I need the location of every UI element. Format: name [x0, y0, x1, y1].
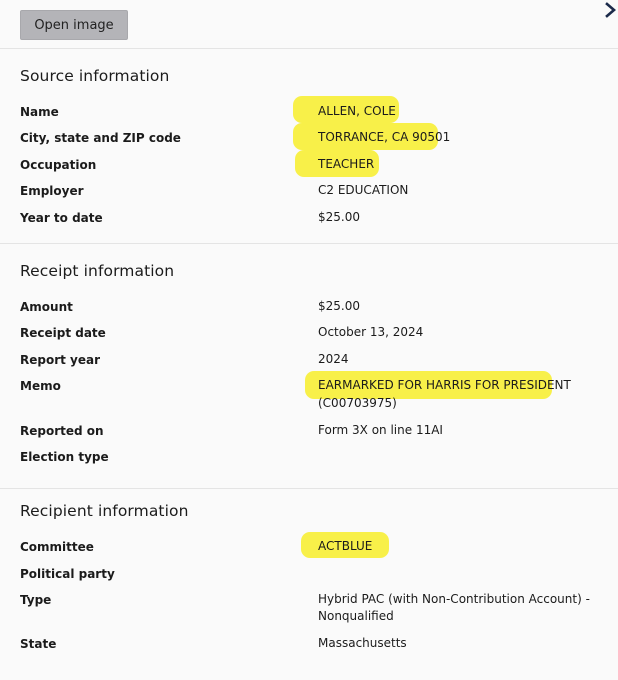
section-title: Recipient information — [20, 502, 189, 520]
reported-on-value: Form 3X on line 11AI — [318, 423, 443, 437]
occupation-value: TEACHER — [318, 157, 375, 171]
report-year-label: Report year — [20, 353, 101, 367]
employer-value: C2 EDUCATION — [318, 183, 409, 197]
amount-value: $25.00 — [318, 299, 360, 313]
report-year-value: 2024 — [318, 352, 349, 366]
state-value: Massachusetts — [318, 636, 407, 650]
year-to-date-label: Year to date — [20, 211, 103, 225]
chevron-right-icon[interactable] — [604, 2, 618, 18]
memo-value: EARMARKED FOR HARRIS FOR PRESIDENT — [318, 378, 571, 392]
open-image-button[interactable]: Open image — [20, 10, 128, 40]
committee-label: Committee — [20, 540, 94, 554]
type-value-line2: Nonqualified — [318, 609, 394, 623]
reported-on-label: Reported on — [20, 424, 104, 438]
receipt-information-section — [0, 244, 618, 489]
source-information-section — [0, 49, 618, 244]
name-label: Name — [20, 105, 59, 119]
employer-label: Employer — [20, 184, 84, 198]
section-title: Receipt information — [20, 262, 175, 280]
city-state-zip-value: TORRANCE, CA 90501 — [318, 130, 451, 144]
type-label: Type — [20, 593, 52, 607]
memo-value-line2: (C00703975) — [318, 396, 397, 410]
section-title: Source information — [20, 67, 170, 85]
committee-value: ACTBLUE — [318, 539, 373, 553]
state-label: State — [20, 637, 57, 651]
panel-toolbar — [0, 0, 618, 49]
amount-label: Amount — [20, 300, 73, 314]
election-type-label: Election type — [20, 450, 109, 464]
occupation-label: Occupation — [20, 158, 97, 172]
political-party-label: Political party — [20, 567, 115, 581]
receipt-date-value: October 13, 2024 — [318, 325, 424, 339]
type-value: Hybrid PAC (with Non-Contribution Account) - — [318, 592, 590, 606]
memo-label: Memo — [20, 379, 61, 393]
receipt-date-label: Receipt date — [20, 326, 106, 340]
year-to-date-value: $25.00 — [318, 210, 360, 224]
recipient-information-section — [0, 489, 618, 680]
city-state-zip-label: City, state and ZIP code — [20, 131, 181, 145]
name-value: ALLEN, COLE — [318, 104, 396, 118]
